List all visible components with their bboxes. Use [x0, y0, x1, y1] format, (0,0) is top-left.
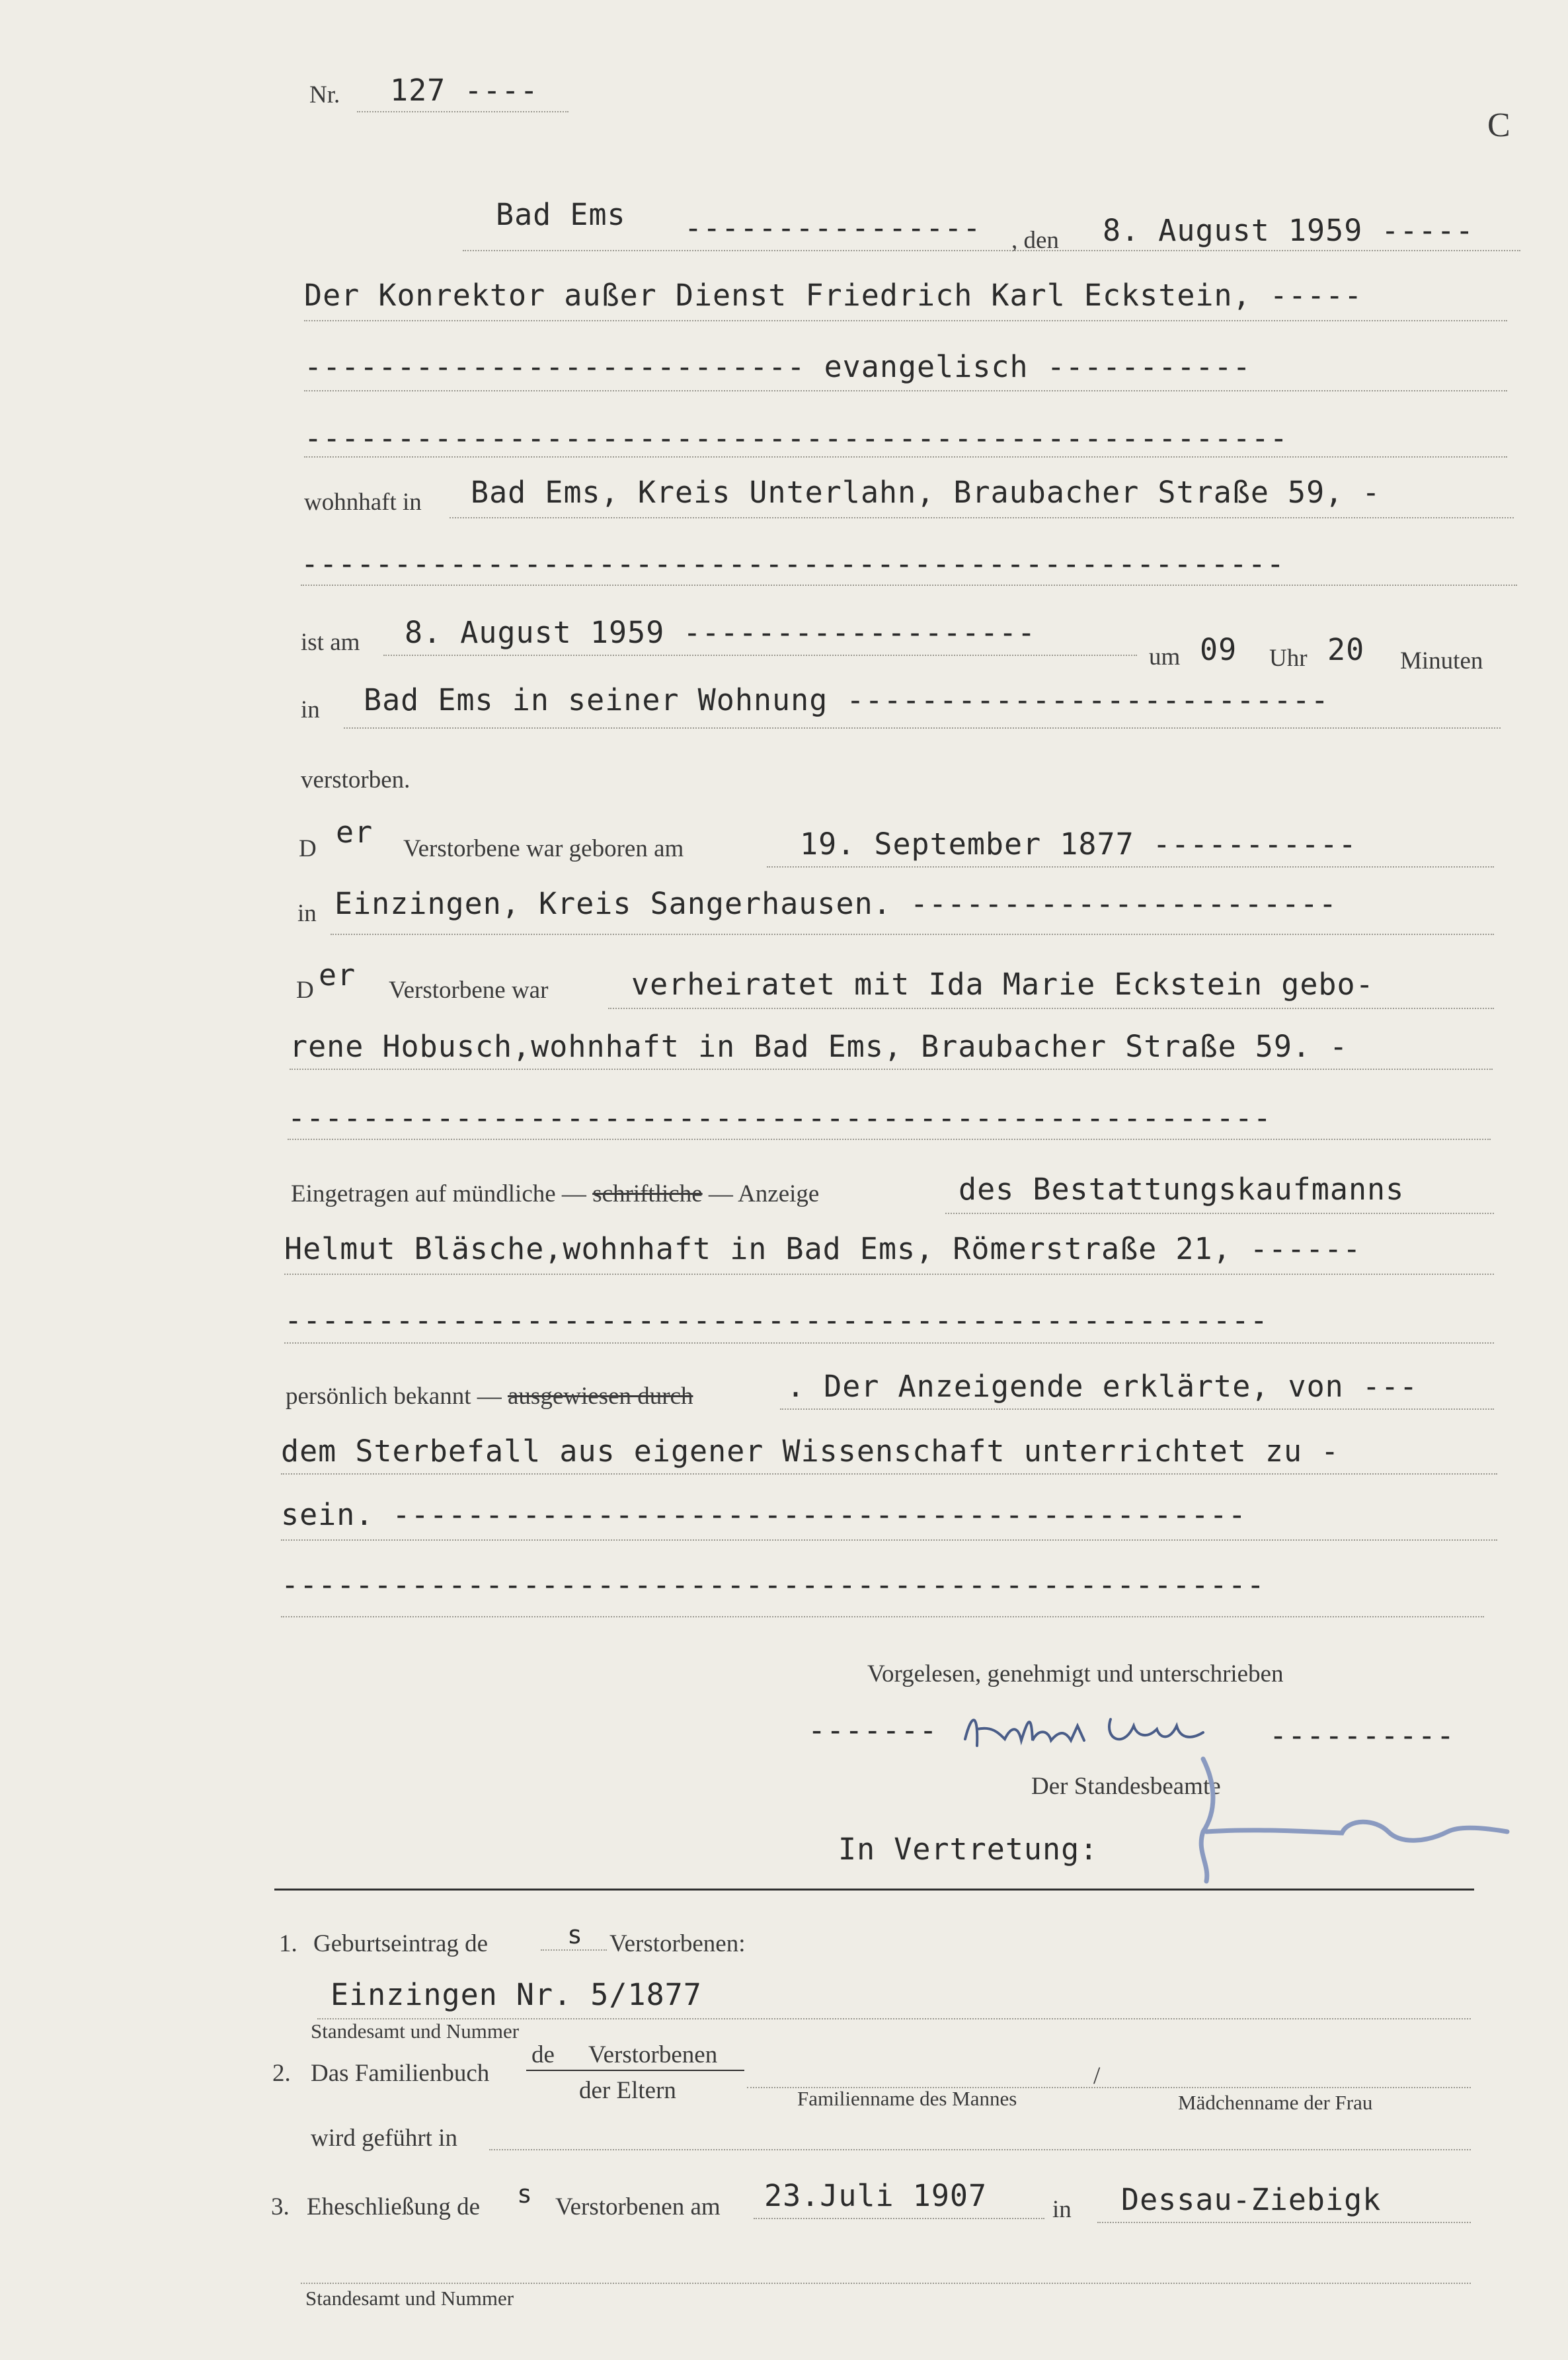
- corner-letter: C: [1487, 106, 1510, 144]
- residence-label: wohnhaft in: [304, 489, 422, 516]
- item3-label-b: Verstorbenen am: [555, 2193, 721, 2220]
- known-underline-2: [281, 1473, 1497, 1475]
- marriage-label: Verstorbene war: [389, 977, 549, 1004]
- report-line-3: -----------------------------------------------------: [284, 1303, 1269, 1338]
- birth-er: er: [336, 815, 373, 850]
- deceased-line-3: -----------------------------------------------------: [304, 421, 1288, 456]
- death-date-underline: [383, 655, 1137, 656]
- death-minutes: 20: [1327, 632, 1365, 667]
- item2-caption-man: Familienname des Mannes: [797, 2087, 1017, 2110]
- item3-in-label: in: [1052, 2196, 1072, 2223]
- birth-place-value: Einzingen, Kreis Sangerhausen. -----------------------: [334, 886, 1337, 921]
- signature-dash-right: ----------: [1269, 1718, 1455, 1753]
- nr-label: Nr.: [309, 81, 340, 108]
- date-value: 8. August 1959 -----: [1103, 213, 1474, 248]
- marriage-underline-2: [290, 1069, 1493, 1070]
- death-minuten-label: Minuten: [1400, 647, 1483, 674]
- residence-underline-2: [301, 585, 1517, 586]
- residence-line-1: Bad Ems, Kreis Unterlahn, Braubacher Straße 59, -: [471, 475, 1381, 510]
- death-date-value: 8. August 1959 -------------------: [405, 615, 1037, 650]
- deceased-underline-2: [304, 390, 1507, 391]
- death-uhr-label: Uhr: [1269, 645, 1308, 672]
- deceased-underline-3: [304, 456, 1507, 458]
- report-underline-1: [945, 1213, 1494, 1214]
- place-dashes: ----------------: [684, 210, 982, 245]
- item2-label: Das Familienbuch: [311, 2060, 490, 2087]
- item2-verstorbenen: Verstorbenen: [588, 2041, 718, 2068]
- registrar-signature: [1177, 1746, 1534, 1891]
- deputy-label: In Vertretung:: [838, 1832, 1099, 1867]
- place-date-underline: [463, 250, 1520, 251]
- item3-label-a: Eheschließung de: [307, 2193, 480, 2220]
- item2-wird-label: wird geführt in: [311, 2125, 457, 2152]
- item3-place-underline: [1097, 2222, 1471, 2223]
- birth-label: Verstorbene war geboren am: [403, 835, 684, 862]
- deceased-line-1: Der Konrektor außer Dienst Friedrich Karl Eckstein, -----: [304, 278, 1363, 313]
- item3-date: 23.Juli 1907: [764, 2178, 988, 2213]
- marriage-line-3: -----------------------------------------------------: [288, 1100, 1272, 1135]
- death-place-underline: [344, 727, 1501, 729]
- report-underline-3: [284, 1342, 1494, 1344]
- deceased-line-2: --------------------------- evangelisch -----------: [304, 349, 1251, 384]
- section-divider: [274, 1889, 1474, 1891]
- residence-underline-1: [450, 517, 1514, 518]
- item3-number: 3.: [271, 2193, 290, 2220]
- marriage-underline-1: [608, 1008, 1494, 1009]
- item3-date-underline: [754, 2218, 1044, 2219]
- signature-dash-left: -------: [808, 1713, 938, 1748]
- death-hour: 09: [1200, 632, 1237, 667]
- residence-line-2: -----------------------------------------------------: [301, 546, 1285, 581]
- known-underline-3: [281, 1539, 1497, 1541]
- item2-eltern: der Eltern: [579, 2077, 676, 2104]
- place-value: Bad Ems: [496, 197, 626, 232]
- read-approved-label: Vorgelesen, genehmigt und unterschrieben: [867, 1660, 1284, 1688]
- birth-d-label: D: [299, 835, 317, 862]
- nr-value: 127 ----: [390, 73, 539, 108]
- known-line-3: sein. ----------------------------------------------: [281, 1497, 1247, 1532]
- item2-wird-underline: [489, 2149, 1471, 2150]
- birth-place-underline: [331, 934, 1494, 935]
- report-label-a: Eingetragen auf mündliche — schriftliche — Anzeige: [291, 1180, 820, 1207]
- known-line-1: . Der Anzeigende erklärte, von ---: [787, 1369, 1419, 1404]
- known-line-2: dem Sterbefall aus eigener Wissenschaft unterrichtet zu -: [281, 1434, 1340, 1469]
- birth-date-underline: [767, 866, 1494, 868]
- den-label: , den: [1011, 227, 1059, 254]
- marriage-er: er: [319, 957, 356, 993]
- item3-caption-underline: [301, 2283, 1471, 2284]
- item3-s: s: [517, 2179, 533, 2209]
- verstorben-label: verstorben.: [301, 766, 411, 793]
- bleed-through-text: [1263, 93, 1280, 126]
- marriage-underline-3: [288, 1139, 1491, 1140]
- item1-label-b: Verstorbenen:: [609, 1930, 746, 1957]
- known-line-4: -----------------------------------------------------: [281, 1567, 1265, 1602]
- death-um-label: um: [1149, 643, 1181, 671]
- item2-caption-woman: Mädchenname der Frau: [1178, 2091, 1373, 2114]
- item3-place: Dessau-Ziebigk: [1121, 2182, 1382, 2217]
- known-label: persönlich bekannt — ausgewiesen durch: [286, 1383, 693, 1410]
- known-underline-4: [281, 1616, 1484, 1617]
- death-place-label: in: [301, 696, 320, 723]
- report-underline-2: [284, 1274, 1494, 1275]
- item1-label-a: Geburtseintrag de: [313, 1930, 489, 1957]
- item2-slash: /: [1093, 2062, 1101, 2090]
- item2-number: 2.: [272, 2060, 291, 2087]
- known-underline-1: [780, 1408, 1494, 1410]
- item2-fraction-line: [526, 2070, 744, 2071]
- birth-in-label: in: [297, 900, 317, 927]
- item2-de: de: [531, 2041, 555, 2068]
- item1-s-underline: [541, 1949, 607, 1951]
- death-date-label: ist am: [301, 629, 360, 656]
- marriage-line-1: verheiratet mit Ida Marie Eckstein gebo-: [631, 967, 1374, 1002]
- item1-s: s: [567, 1920, 583, 1949]
- marriage-d-label: D: [296, 977, 314, 1004]
- death-place-value: Bad Ems in seiner Wohnung --------------------------: [364, 682, 1329, 717]
- item1-caption: Standesamt und Nummer: [311, 2019, 520, 2043]
- birth-date-value: 19. September 1877 -----------: [800, 827, 1357, 862]
- report-line-1: des Bestattungskaufmanns: [959, 1172, 1405, 1207]
- item1-value: Einzingen Nr. 5/1877: [331, 1977, 702, 2012]
- report-line-2: Helmut Bläsche,wohnhaft in Bad Ems, Römerstraße 21, ------: [284, 1231, 1362, 1266]
- nr-underline: [357, 111, 568, 112]
- registrar-label: Der Standesbeamte: [1031, 1773, 1221, 1800]
- item3-caption: Standesamt und Nummer: [305, 2287, 514, 2310]
- deceased-underline-1: [304, 320, 1507, 321]
- item1-number: 1.: [279, 1930, 297, 1957]
- marriage-line-2: rene Hobusch,wohnhaft in Bad Ems, Braubacher Straße 59. -: [290, 1029, 1349, 1064]
